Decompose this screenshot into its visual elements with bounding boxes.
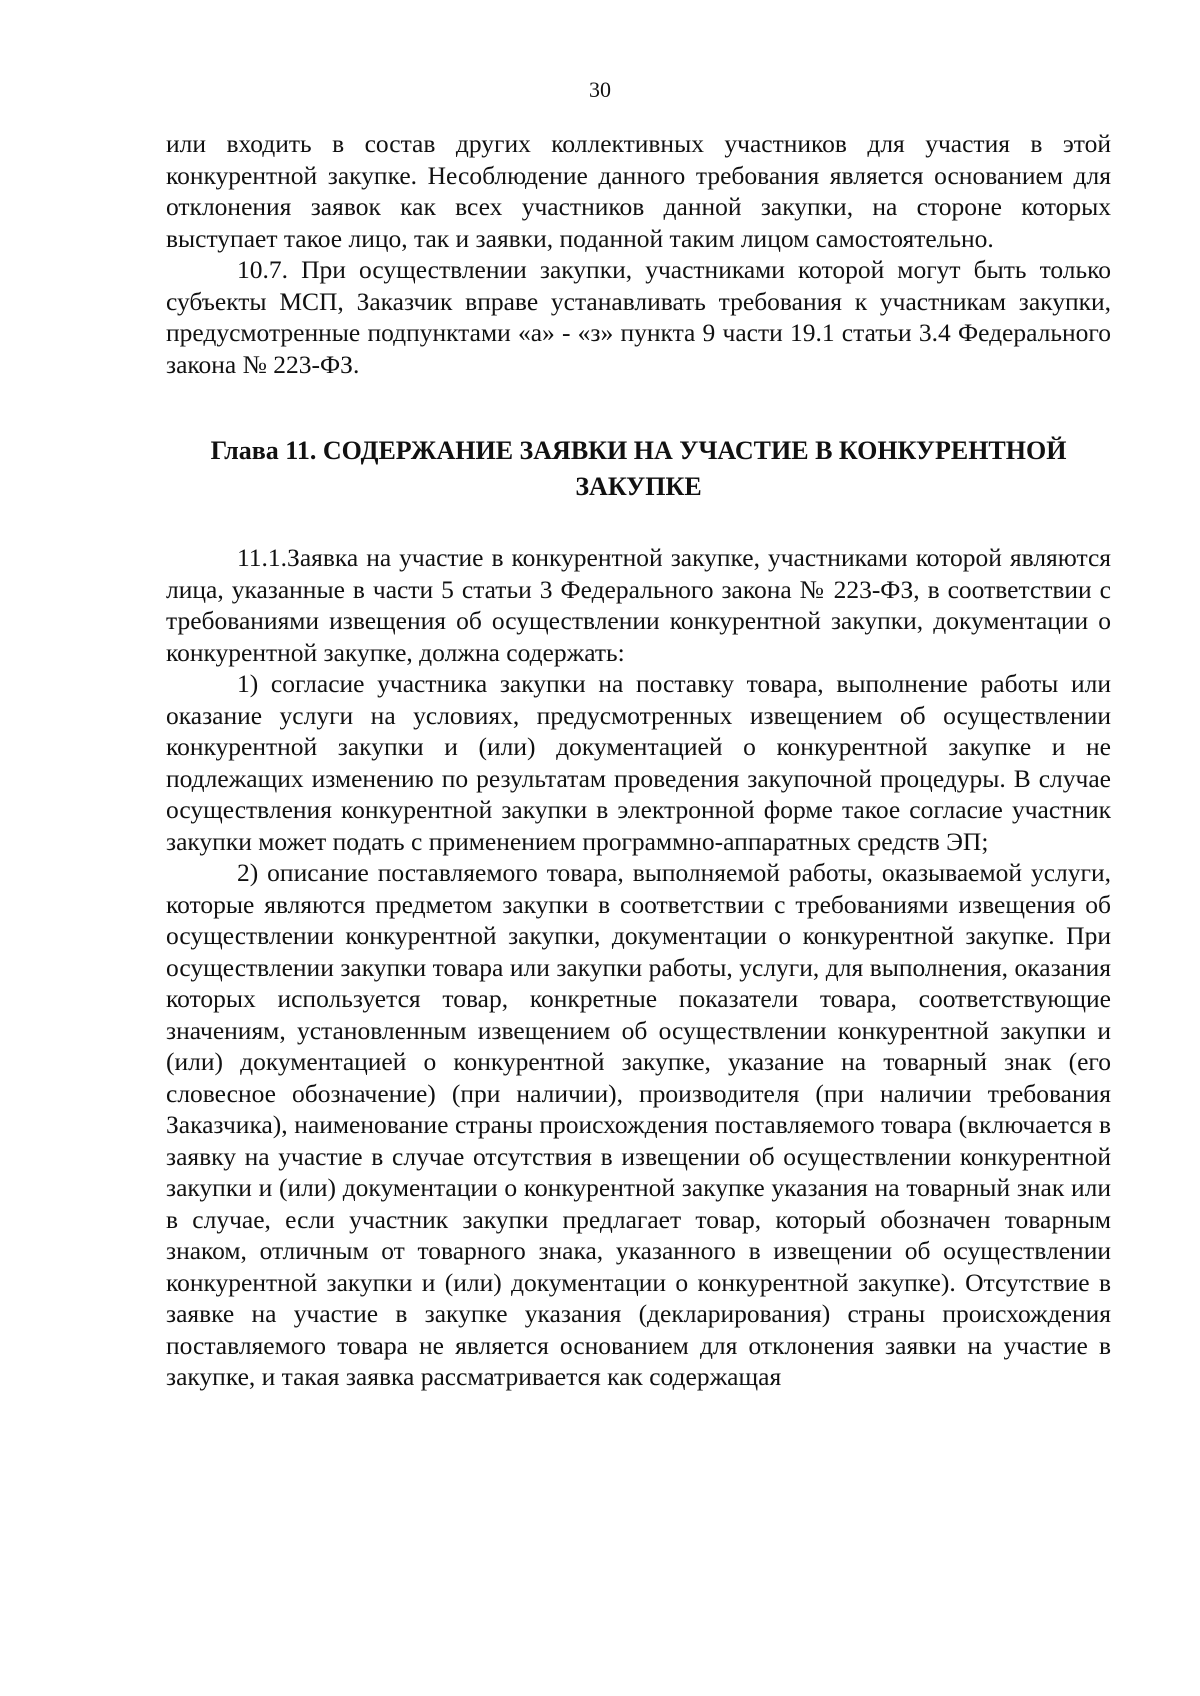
- list-item-2: 2) описание поставляемого товара, выполняемой работы, оказываемой услуги, которые являются предметом закупки в соответствии с требованиями извещения об осуществлении конкурентной закупки, документации о конкурентной закупке. При осуществлении закупки товара или закупки работы, услуги, для выполнения, оказания которых используется товар, конкретные показатели товара, соответствующие значениям, установленным извещением об осуществлении конкурентной закупки и (или) документацией о конкурентной закупке, указание на товарный знак (его словесное обозначение) (при наличии), производителя (при наличии требования Заказчика), наименование страны происхождения поставляемого товара (включается в заявку на участие в случае отсутствия в извещении об осуществлении конкурентной закупки и (или) документации о конкурентной закупке указания на товарный знак или в случае, если участник закупки предлагает товар, который обозначен товарным знаком, отличным от товарного знака, указанного в извещении об осуществлении конкурентной закупки и (или) документации о конкурентной закупке). Отсутствие в заявке на участие в закупке указания (декларирования) страны происхождения поставляемого товара не является основанием для отклонения заявки на участие в закупке, и такая заявка рассматривается как содержащая: [166, 858, 1111, 1391]
- paragraph-continuation: или входить в состав других коллективных участников для участия в этой конкурентной закупке. Несоблюдение данного требования является основанием для отклонения заявок как всех участников данной закупки, на стороне которых выступает такое лицо, так и заявки, поданной таким лицом самостоятельно.: [166, 129, 1111, 253]
- chapter-heading: [166, 433, 1111, 505]
- document-body: [166, 128, 1111, 1393]
- paragraph-10-7: 10.7. При осуществлении закупки, участниками которой могут быть только субъекты МСП, Заказчик вправе устанавливать требования к участникам закупки, предусмотренные подпунктами «а» - «з» пункта 9 части 19.1 статьи 3.4 Федерального закона № 223-ФЗ.: [166, 255, 1111, 379]
- page-number: 30: [589, 77, 611, 102]
- list-item-1: 1) согласие участника закупки на поставку товара, выполнение работы или оказание услуги на условиях, предусмотренных извещением об осуществлении конкурентной закупки и (или) документацией о конкурентной закупке и не подлежащих изменению по результатам проведения закупочной процедуры. В случае осуществления конкурентной закупки в электронной форме такое согласие участник закупки может подать с применением программно-аппаратных средств ЭП;: [166, 669, 1111, 856]
- chapter-heading-line-1: Глава 11. СОДЕРЖАНИЕ ЗАЯВКИ НА УЧАСТИЕ В КОНКУРЕНТНОЙ: [210, 436, 1067, 465]
- chapter-heading-line-2: ЗАКУПКЕ: [575, 472, 702, 501]
- paragraph-11-1: 11.1.Заявка на участие в конкурентной закупке, участниками которой являются лица, указанные в части 5 статьи 3 Федерального закона № 223-ФЗ, в соответствии с требованиями извещения об осуществлении конкурентной закупки, документации о конкурентной закупке, должна содержать:: [166, 543, 1111, 667]
